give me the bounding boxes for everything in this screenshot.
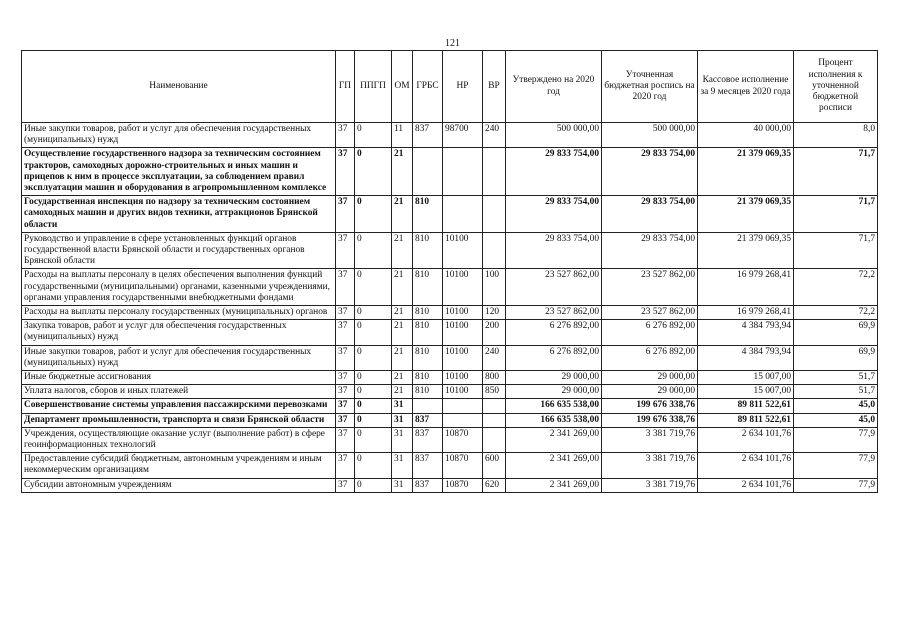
cell-ppgp: 0 (355, 196, 392, 233)
cell-ppgp: 0 (355, 427, 392, 452)
cell-ppgp: 0 (355, 478, 392, 492)
cell-percent: 77,9 (794, 478, 878, 492)
cell-nr: 10100 (443, 320, 483, 345)
table-row (22, 148, 878, 196)
cell-cash: 21 379 069,35 (698, 148, 794, 196)
cell-percent: 69,9 (794, 345, 878, 370)
col-header-approved: Утверждено на 2020 год (506, 51, 602, 123)
header-row (22, 51, 878, 123)
cell-ppgp: 0 (355, 385, 392, 399)
cell-cash: 2 634 101,76 (698, 478, 794, 492)
cell-vr (483, 399, 506, 413)
col-header-refined: Уточненная бюджетная роспись на 2020 год (602, 51, 698, 123)
cell-gp: 37 (336, 269, 355, 306)
cell-nr: 10100 (443, 385, 483, 399)
cell-name: Предоставление субсидий бюджетным, автономным учреждениям и иным некоммерческим организациям (22, 453, 336, 478)
cell-approved: 29 833 754,00 (506, 232, 602, 269)
cell-gp: 37 (336, 413, 355, 427)
cell-vr (483, 427, 506, 452)
cell-cash: 89 811 522,61 (698, 399, 794, 413)
cell-vr: 240 (483, 123, 506, 148)
cell-name: Учреждения, осуществляющие оказание услуг (выполнение работ) в сфере геоинформационных технологий (22, 427, 336, 452)
col-header-vr: ВР (483, 51, 506, 123)
table-row (22, 196, 878, 233)
cell-nr (443, 196, 483, 233)
cell-percent: 72,2 (794, 306, 878, 320)
table-row (22, 269, 878, 306)
cell-cash: 89 811 522,61 (698, 413, 794, 427)
cell-name: Руководство и управление в сфере установленных функций органов государственной власти Брянской области и государственных органов Брянской области (22, 232, 336, 269)
cell-nr: 10870 (443, 478, 483, 492)
cell-percent: 71,7 (794, 232, 878, 269)
cell-ppgp: 0 (355, 269, 392, 306)
cell-percent: 51,7 (794, 385, 878, 399)
cell-approved: 500 000,00 (506, 123, 602, 148)
cell-grbs: 837 (413, 478, 443, 492)
cell-refined: 29 833 754,00 (602, 232, 698, 269)
cell-percent: 71,7 (794, 196, 878, 233)
cell-gp: 37 (336, 148, 355, 196)
cell-name: Иные закупки товаров, работ и услуг для обеспечения государственных (муниципальных) нужд (22, 123, 336, 148)
cell-refined: 3 381 719,76 (602, 427, 698, 452)
cell-name: Департамент промышленности, транспорта и связи Брянской области (22, 413, 336, 427)
cell-nr: 10100 (443, 232, 483, 269)
cell-name: Уплата налогов, сборов и иных платежей (22, 385, 336, 399)
cell-grbs: 810 (413, 196, 443, 233)
cell-gp: 37 (336, 345, 355, 370)
cell-refined: 199 676 338,76 (602, 413, 698, 427)
cell-cash: 21 379 069,35 (698, 196, 794, 233)
cell-om: 21 (392, 371, 413, 385)
cell-refined: 199 676 338,76 (602, 399, 698, 413)
cell-approved: 166 635 538,00 (506, 413, 602, 427)
cell-approved: 2 341 269,00 (506, 453, 602, 478)
col-header-grbs: ГРБС (413, 51, 443, 123)
cell-approved: 29 000,00 (506, 385, 602, 399)
cell-gp: 37 (336, 478, 355, 492)
budget-table (21, 50, 878, 493)
cell-percent: 77,9 (794, 453, 878, 478)
cell-refined: 29 833 754,00 (602, 196, 698, 233)
cell-refined: 3 381 719,76 (602, 478, 698, 492)
cell-nr: 10100 (443, 269, 483, 306)
cell-approved: 2 341 269,00 (506, 478, 602, 492)
col-header-gp: ГП (336, 51, 355, 123)
cell-approved: 23 527 862,00 (506, 306, 602, 320)
cell-percent: 72,2 (794, 269, 878, 306)
cell-om: 31 (392, 413, 413, 427)
cell-ppgp: 0 (355, 371, 392, 385)
table-row (22, 371, 878, 385)
cell-cash: 15 007,00 (698, 371, 794, 385)
table-row (22, 413, 878, 427)
cell-name: Осуществление государственного надзора за техническим состоянием тракторов, самоходных дорожно-строительных и иных машин и прицепов к ним в процессе эксплуатации, за соблюдением правил эксплуатации машин и оборудования в агропромышленном комплексе (22, 148, 336, 196)
page-number: 121 (445, 38, 460, 49)
cell-gp: 37 (336, 371, 355, 385)
cell-ppgp: 0 (355, 345, 392, 370)
cell-percent: 45,0 (794, 413, 878, 427)
cell-gp: 37 (336, 123, 355, 148)
cell-om: 21 (392, 232, 413, 269)
cell-vr (483, 196, 506, 233)
cell-grbs: 837 (413, 123, 443, 148)
cell-nr: 10100 (443, 345, 483, 370)
cell-vr (483, 413, 506, 427)
cell-om: 21 (392, 196, 413, 233)
cell-name: Совершенствование системы управления пассажирскими перевозками (22, 399, 336, 413)
col-header-percent: Процент исполнения к уточненной бюджетной росписи (794, 51, 878, 123)
cell-nr: 10100 (443, 371, 483, 385)
cell-vr: 850 (483, 385, 506, 399)
table-row (22, 453, 878, 478)
cell-refined: 23 527 862,00 (602, 306, 698, 320)
cell-nr (443, 413, 483, 427)
cell-gp: 37 (336, 399, 355, 413)
cell-approved: 6 276 892,00 (506, 320, 602, 345)
cell-name: Иные закупки товаров, работ и услуг для обеспечения государственных (муниципальных) нужд (22, 345, 336, 370)
cell-approved: 2 341 269,00 (506, 427, 602, 452)
cell-nr (443, 399, 483, 413)
cell-percent: 77,9 (794, 427, 878, 452)
cell-vr: 120 (483, 306, 506, 320)
cell-vr: 100 (483, 269, 506, 306)
cell-approved: 29 833 754,00 (506, 148, 602, 196)
cell-name: Субсидии автономным учреждениям (22, 478, 336, 492)
cell-cash: 4 384 793,94 (698, 320, 794, 345)
cell-percent: 69,9 (794, 320, 878, 345)
cell-om: 31 (392, 453, 413, 478)
cell-refined: 6 276 892,00 (602, 345, 698, 370)
table-row (22, 232, 878, 269)
cell-gp: 37 (336, 385, 355, 399)
cell-grbs (413, 399, 443, 413)
cell-gp: 37 (336, 306, 355, 320)
cell-ppgp: 0 (355, 148, 392, 196)
cell-refined: 23 527 862,00 (602, 269, 698, 306)
cell-cash: 4 384 793,94 (698, 345, 794, 370)
cell-ppgp: 0 (355, 399, 392, 413)
cell-name: Расходы на выплаты персоналу государственных (муниципальных) органов (22, 306, 336, 320)
cell-grbs: 810 (413, 385, 443, 399)
cell-om: 21 (392, 345, 413, 370)
cell-approved: 29 000,00 (506, 371, 602, 385)
col-header-cash: Кассовое исполнение за 9 месяцев 2020 года (698, 51, 794, 123)
table-row (22, 399, 878, 413)
cell-nr: 10870 (443, 427, 483, 452)
cell-ppgp: 0 (355, 413, 392, 427)
cell-refined: 29 833 754,00 (602, 148, 698, 196)
cell-grbs: 810 (413, 320, 443, 345)
cell-refined: 29 000,00 (602, 385, 698, 399)
cell-approved: 6 276 892,00 (506, 345, 602, 370)
col-header-om: ОМ (392, 51, 413, 123)
col-header-nr: НР (443, 51, 483, 123)
col-header-name: Наименование (22, 51, 336, 123)
cell-cash: 16 979 268,41 (698, 306, 794, 320)
cell-name: Расходы на выплаты персоналу в целях обеспечения выполнения функций государственными (муниципальными) органами, казенными учреждениями, органами управления государственными внебюджетными фондами (22, 269, 336, 306)
cell-cash: 40 000,00 (698, 123, 794, 148)
cell-cash: 15 007,00 (698, 385, 794, 399)
cell-om: 11 (392, 123, 413, 148)
cell-gp: 37 (336, 427, 355, 452)
cell-gp: 37 (336, 232, 355, 269)
cell-cash: 2 634 101,76 (698, 453, 794, 478)
cell-grbs: 810 (413, 232, 443, 269)
cell-name: Иные бюджетные ассигнования (22, 371, 336, 385)
table-row (22, 385, 878, 399)
cell-refined: 500 000,00 (602, 123, 698, 148)
cell-ppgp: 0 (355, 306, 392, 320)
cell-nr: 10100 (443, 306, 483, 320)
table-row (22, 478, 878, 492)
cell-om: 31 (392, 399, 413, 413)
cell-refined: 3 381 719,76 (602, 453, 698, 478)
cell-cash: 16 979 268,41 (698, 269, 794, 306)
cell-nr: 98700 (443, 123, 483, 148)
cell-om: 21 (392, 269, 413, 306)
cell-grbs: 810 (413, 306, 443, 320)
table-row (22, 306, 878, 320)
cell-vr (483, 148, 506, 196)
table-body (22, 123, 878, 493)
cell-om: 21 (392, 320, 413, 345)
cell-nr: 10870 (443, 453, 483, 478)
cell-vr: 800 (483, 371, 506, 385)
cell-name: Государственная инспекция по надзору за техническим состоянием самоходных машин и других видов техники, аттракционов Брянской области (22, 196, 336, 233)
table-row (22, 345, 878, 370)
cell-vr: 620 (483, 478, 506, 492)
cell-grbs (413, 148, 443, 196)
cell-om: 21 (392, 306, 413, 320)
table-row (22, 123, 878, 148)
cell-refined: 6 276 892,00 (602, 320, 698, 345)
cell-grbs: 837 (413, 413, 443, 427)
table-row (22, 427, 878, 452)
col-header-ppgp: ППГП (355, 51, 392, 123)
cell-cash: 2 634 101,76 (698, 427, 794, 452)
cell-vr: 200 (483, 320, 506, 345)
cell-percent: 45,0 (794, 399, 878, 413)
cell-approved: 23 527 862,00 (506, 269, 602, 306)
cell-grbs: 810 (413, 345, 443, 370)
cell-ppgp: 0 (355, 453, 392, 478)
cell-vr: 600 (483, 453, 506, 478)
cell-grbs: 837 (413, 453, 443, 478)
cell-vr (483, 232, 506, 269)
cell-om: 31 (392, 427, 413, 452)
table-row (22, 320, 878, 345)
cell-gp: 37 (336, 320, 355, 345)
cell-vr: 240 (483, 345, 506, 370)
cell-percent: 71,7 (794, 148, 878, 196)
cell-gp: 37 (336, 453, 355, 478)
cell-om: 31 (392, 478, 413, 492)
cell-approved: 166 635 538,00 (506, 399, 602, 413)
cell-grbs: 837 (413, 427, 443, 452)
cell-name: Закупка товаров, работ и услуг для обеспечения государственных (муниципальных) нужд (22, 320, 336, 345)
cell-ppgp: 0 (355, 232, 392, 269)
cell-grbs: 810 (413, 269, 443, 306)
cell-gp: 37 (336, 196, 355, 233)
cell-cash: 21 379 069,35 (698, 232, 794, 269)
cell-approved: 29 833 754,00 (506, 196, 602, 233)
cell-percent: 51,7 (794, 371, 878, 385)
cell-grbs: 810 (413, 371, 443, 385)
cell-ppgp: 0 (355, 320, 392, 345)
cell-om: 21 (392, 385, 413, 399)
cell-nr (443, 148, 483, 196)
cell-ppgp: 0 (355, 123, 392, 148)
cell-refined: 29 000,00 (602, 371, 698, 385)
cell-om: 21 (392, 148, 413, 196)
cell-percent: 8,0 (794, 123, 878, 148)
